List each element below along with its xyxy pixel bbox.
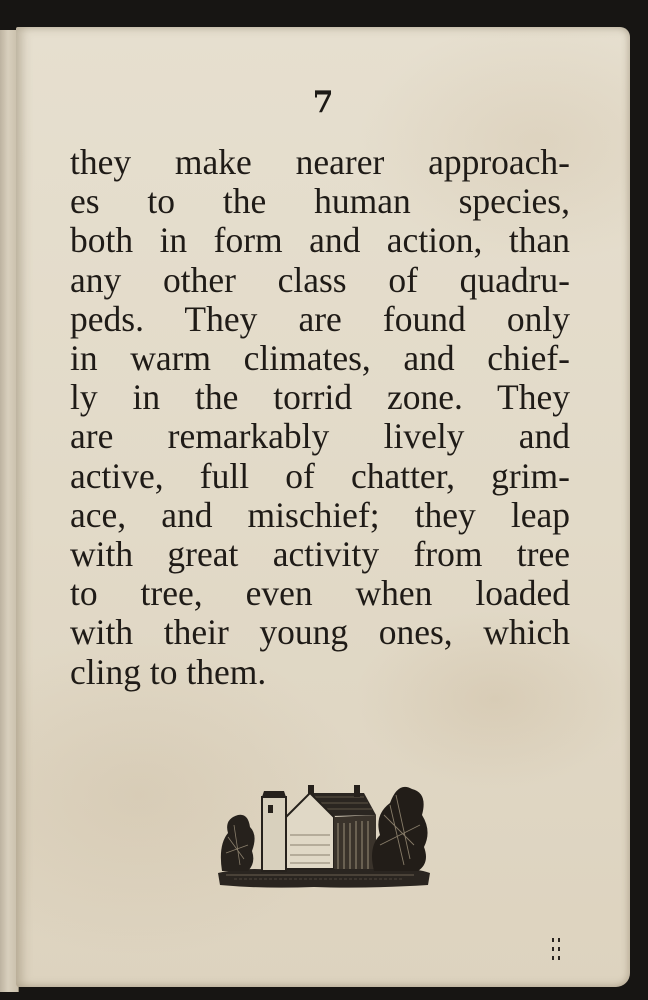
text-line: with their young ones, which: [70, 612, 570, 653]
text-line: ace, and mischief; they leap: [70, 494, 570, 535]
text-line: ly in the torrid zone. They: [70, 377, 570, 418]
text-line: with great activity from tree: [70, 534, 570, 575]
house-woodcut-icon: [214, 775, 434, 890]
text-line: they make nearer approach-: [70, 142, 570, 182]
text-line: are remarkably lively and: [70, 416, 570, 457]
page-body-text: [70, 143, 570, 692]
text-line: es to the human species,: [70, 181, 570, 222]
printer-mark-icon: [549, 936, 565, 962]
text-line: cling to them.: [70, 651, 267, 692]
text-line: to tree, even when loaded: [70, 573, 570, 614]
text-line: both in form and action, than: [70, 220, 570, 261]
text-line: in warm climates, and chief-: [70, 338, 570, 379]
book-page: [16, 27, 630, 987]
text-line: any other class of quadru-: [70, 259, 570, 300]
text-line: peds. They are found only: [70, 298, 570, 339]
page-number: 7: [312, 85, 334, 120]
text-line: active, full of chatter, grim-: [70, 455, 570, 496]
